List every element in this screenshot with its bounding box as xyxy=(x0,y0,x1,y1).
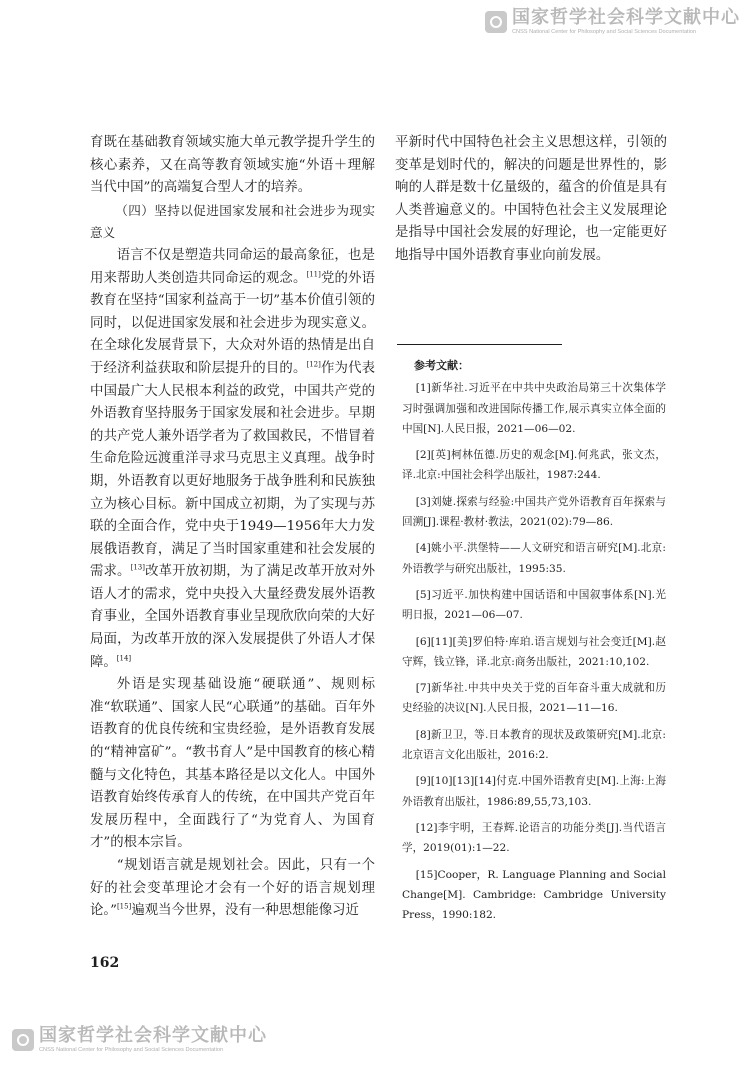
watermark-top xyxy=(485,8,740,36)
citation: [11] xyxy=(306,270,321,279)
reference-item: [12]李宇明，王春辉.论语言的功能分类[J].当代语言学，2019(01):1—22. xyxy=(402,821,666,855)
right-column xyxy=(395,132,667,268)
watermark-cn: 国家哲学社会科学文献中心 xyxy=(512,7,740,28)
left-column xyxy=(90,132,375,923)
paragraph: “规划语言就是规划社会。因此，只有一个好的社会变革理论才会有一个好的语言规划理论。”[15]遍观当今世界，没有一种思想能像习近 xyxy=(90,858,375,919)
paragraph: 外语是实现基础设施“硬联通”、规则标准“软联通”、国家人民“心联通”的基础。百年外语教育的优良传统和宝贵经验，是外语教育发展的“精神富矿”。“教书育人”是中国教育的核心精髓与文化特色，其基本路径是以文化人。中国外语教育始终传承育人的传统，在中国共产党百年发展历程中，全面践行了“为党育人、为国育才”的根本宗旨。 xyxy=(90,677,375,851)
section-subheading: （四）坚持以促进国家发展和社会进步为现实意义 xyxy=(90,203,375,241)
watermark-bottom xyxy=(12,1026,267,1054)
watermark-en: CNSS National Center for Philosophy and Social Sciences Documentation xyxy=(512,29,697,35)
reference-item: [3]刘婕.探索与经验:中国共产党外语教育百年探索与回溯[J].课程·教材·教法，2021(02):79—86. xyxy=(402,495,666,529)
references xyxy=(402,356,666,931)
reference-item: [2][英]柯林伍德.历史的观念[M].何兆武，张文杰，译.北京:中国社会科学出版社，1987:244. xyxy=(402,449,666,482)
reference-item: [7]新华社.中共中央关于党的百年奋斗重大成就和历史经验的决议[N].人民日报，2021—11—16. xyxy=(402,682,666,715)
reference-item: [1]新华社.习近平在中共中央政治局第三十次集体学习时强调加强和改进国际传播工作,展示真实立体全面的中国[N].人民日报，2021—06—02. xyxy=(402,382,666,435)
citation: [15] xyxy=(116,902,132,911)
reference-item: [6][11][美]罗伯特·库珀.语言规划与社会变迁[M].赵守辉，钱立锋，译.北京:商务出版社，2021:10,102. xyxy=(402,635,666,668)
paragraph: 平新时代中国特色社会主义思想这样，引领的变革是划时代的，解决的问题是世界性的，影响的人群是数十亿量级的，蕴含的价值是具有人类普遍意义的。中国特色社会主义发展理论是指导中国社会发展的好理论，也一定能更好地指导中国外语教育事业向前发展。 xyxy=(395,135,667,263)
watermark-en: CNSS National Center for Philosophy and Social Sciences Documentation xyxy=(39,1047,224,1053)
reference-item: [4]姚小平.洪堡特——人文研究和语言研究[M].北京:外语教学与研究出版社，1995:35. xyxy=(402,542,666,575)
citation: [13] xyxy=(130,563,145,572)
page-number: 162 xyxy=(90,955,120,971)
reference-item: [5]习近平.加快构建中国话语和中国叙事体系[N].光明日报，2021—06—07. xyxy=(402,588,666,622)
ncpssd-logo-icon xyxy=(12,1029,34,1051)
reference-item: [9][10][13][14]付克.中国外语教育史[M].上海:上海外语教育出版社，1986:89,55,73,103. xyxy=(402,775,666,808)
ncpssd-logo-icon xyxy=(485,11,507,33)
paragraph: 语言不仅是塑造共同命运的最高象征，也是用来帮助人类创造共同命运的观念。[11]党的外语教育在坚持“国家利益高于一切”基本价值引领的同时，以促进国家发展和社会进步为现实意义。在全球化发展背景下，大众对外语的热情是出自于经济利益获取和阶层提升的目的。[12]作为代表中国最广大人民根本利益的政党，中国共产党的外语教育坚持服务于国家发展和社会进步。早期的共产党人兼外语学者为了救国救民，不惜冒着生命危险远渡重洋寻求马克思主义真理。战争时期，外语教育以更好地服务于战争胜利和民族独立为核心目标。新中国成立初期，为了实现与苏联的全面合作，党中央于1949—1956年大力发展俄语教育，满足了当时国家重建和社会发展的需求。[13]改革开放初期，为了满足改革开放对外语人才的需求，党中央投入大量经费发展外语教育事业，全国外语教育事业呈现欣欣向荣的大好局面，为改革开放的深入发展提供了外语人才保障。[14] xyxy=(90,247,375,670)
watermark-cn: 国家哲学社会科学文献中心 xyxy=(39,1025,267,1046)
citation: [14] xyxy=(116,654,132,663)
citation: [12] xyxy=(306,360,321,369)
references-divider xyxy=(397,344,562,345)
paragraph: 育既在基础教育领域实施大单元教学提升学生的核心素养，又在高等教育领域实施“外语＋理解当代中国”的高端复合型人才的培养。 xyxy=(90,135,375,196)
reference-item: [8]新卫卫，等.日本教育的现状及政策研究[M].北京:北京语言文化出版社，2016:2. xyxy=(402,728,666,762)
reference-item: [15]Cooper，R. Language Planning and Social Change[M]. Cambridge: Cambridge University Press，1990:182. xyxy=(402,868,666,922)
references-title: 参考文献： xyxy=(414,359,469,372)
